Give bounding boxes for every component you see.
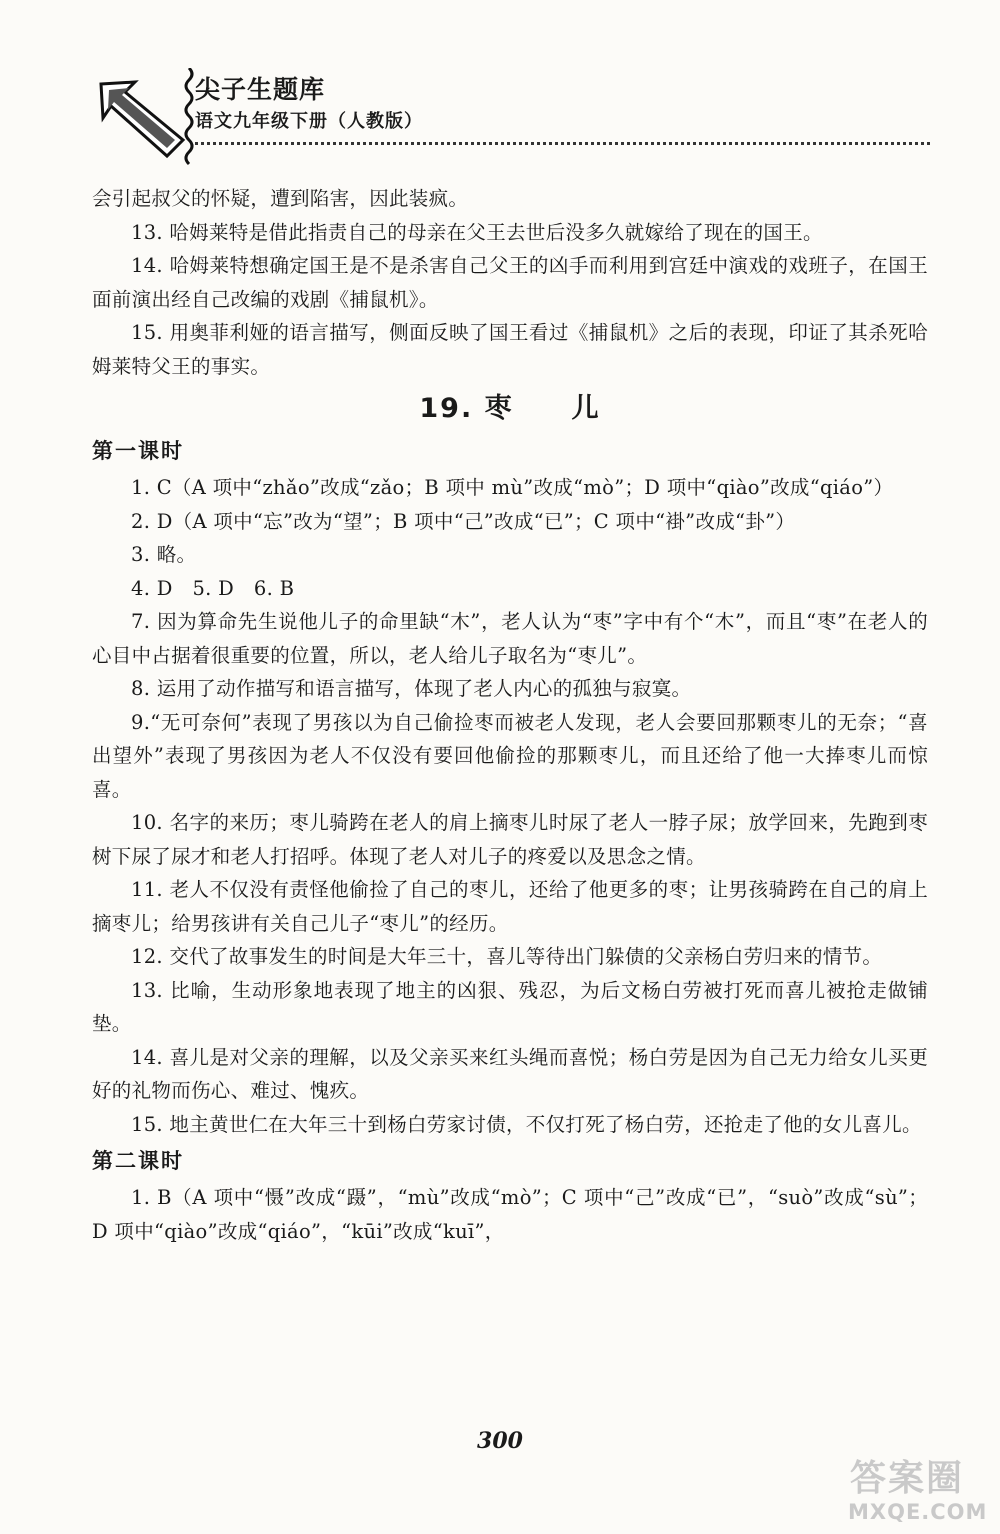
page-header	[95, 60, 930, 170]
answer-item: 8. 运用了动作描写和语言描写，体现了老人内心的孤独与寂寞。	[131, 677, 692, 700]
section-title: 19. 枣 儿	[419, 393, 601, 424]
watermark-url: MXQE.COM	[848, 1500, 988, 1524]
answer-item: 2. D（A 项中“忘”改为“望”；B 项中“己”改成“已”；C 项中“褂”改成“卦”）	[131, 509, 796, 533]
page-content	[92, 182, 928, 1248]
answer-item: 9.“无可奈何”表现了男孩以为自己偷捡枣而被老人发现，老人会要回那颗枣儿的无奈；“喜出望外”表现了男孩因为老人不仅没有要回他偷捡的那颗枣儿，而且还给了他一大捧枣儿而惊喜。	[92, 710, 928, 801]
lesson-heading: 第一课时	[92, 439, 184, 463]
watermark	[840, 1450, 990, 1530]
answer-item: 11. 老人不仅没有责怪他偷捡了自己的枣儿，还给了他更多的枣；让男孩骑跨在自己的肩上摘枣儿；给男孩讲有关自己儿子“枣儿”的经历。	[92, 878, 928, 935]
answer-item: 13. 哈姆莱特是借此指责自己的母亲在父王去世后没多久就嫁给了现在的国王。	[131, 220, 823, 244]
watermark-logo: 答案圈	[850, 1458, 965, 1499]
paragraph: 会引起叔父的怀疑，遭到陷害，因此装疯。	[92, 187, 469, 210]
answer-item: 10. 名字的来历；枣儿骑跨在老人的肩上摘枣儿时尿了老人一脖子尿；放学回来，先跑到枣树下尿了尿才和老人打招呼。体现了老人对儿子的疼爱以及思念之情。	[92, 811, 928, 868]
answer-item: 1. B（A 项中“慑”改成“蹑”，“mù”改成“mò”；C 项中“己”改成“已”，“suò”改成“sù”；D 项中“qiào”改成“qiáo”，“kūi”改成“kuī”，	[92, 1186, 928, 1243]
answer-item: 15. 地主黄世仁在大年三十到杨白劳家讨债，不仅打死了杨白劳，还抢走了他的女儿喜儿。	[131, 1112, 922, 1136]
book-series-title: 尖子生题库	[195, 75, 326, 104]
answer-item: 3. 略。	[131, 543, 197, 566]
arrow-logo-icon	[95, 78, 187, 160]
answer-item: 7. 因为算命先生说他儿子的命里缺“木”，老人认为“枣”字中有个“木”，而且“枣”在老人的心目中占据着很重要的位置，所以，老人给儿子取名为“枣儿”。	[92, 610, 928, 667]
wavy-divider	[182, 68, 196, 168]
book-subtitle: 语文九年级下册（人教版）	[195, 111, 423, 132]
answer-item: 15. 用奥菲利娅的语言描写，侧面反映了国王看过《捕鼠机》之后的表现，印证了其杀死哈姆莱特父王的事实。	[92, 321, 928, 378]
answer-item: 4. D 5. D 6. B	[131, 576, 295, 600]
header-dotted-rule	[195, 142, 930, 145]
page-number: 300	[477, 1428, 523, 1454]
answer-item: 12. 交代了故事发生的时间是大年三十，喜儿等待出门躲债的父亲杨白劳归来的情节。	[131, 945, 883, 968]
answer-item: 1. C（A 项中“zhǎo”改成“zǎo；B 项中 mù”改成“mò”；D 项中“qiào”改成“qiáo”）	[131, 476, 894, 499]
answer-item: 14. 喜儿是对父亲的理解，以及父亲买来红头绳而喜悦；杨白劳是因为自己无力给女儿买更好的礼物而伤心、难过、愧疚。	[92, 1045, 928, 1102]
lesson-heading: 第二课时	[92, 1149, 184, 1173]
answer-item: 13. 比喻，生动形象地表现了地主的凶狠、残忍，为后文杨白劳被打死而喜儿被抢走做铺垫。	[92, 978, 928, 1035]
answer-item: 14. 哈姆莱特想确定国王是不是杀害自己父王的凶手而利用到宫廷中演戏的戏班子，在国王面前演出经自己改编的戏剧《捕鼠机》。	[92, 254, 928, 311]
